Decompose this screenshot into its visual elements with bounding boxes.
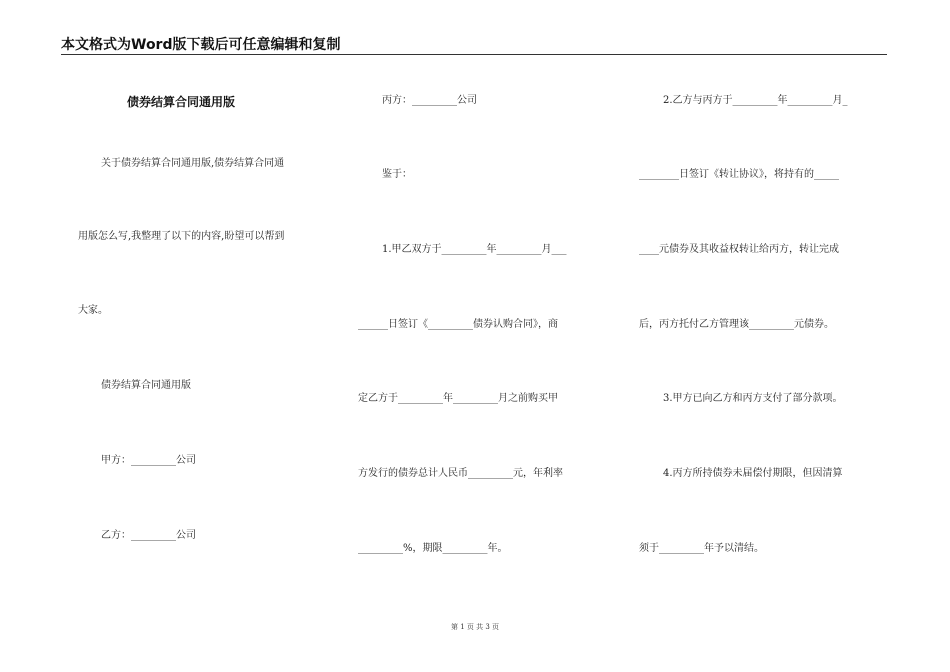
paragraph-line: 关于债券结算合同通用版,债券结算合同通 (101, 158, 285, 169)
party-c-line: 丙方：_________公司 (382, 95, 477, 106)
clause-line: 后，丙方托付乙方管理该_________元债券。 (639, 319, 834, 330)
clause-line: 方发行的债券总计人民币_________元，年利率 (358, 468, 563, 479)
clause-line: 1.甲乙双方于_________年_________月___ (382, 244, 567, 255)
section-heading: 债券结算合同通用版 (101, 380, 191, 391)
clause-line: 定乙方于_________年_________月之前购买甲 (358, 393, 558, 404)
header-text: 本文格式为Word版下载后可任意编辑和复制 (61, 37, 341, 53)
clause-line: ______日签订《_________债券认购合同》，商 (358, 319, 558, 330)
clause-line: 2.乙方与丙方于_________年_________月_ (663, 95, 848, 106)
paragraph-line: 大家。 (78, 305, 108, 316)
clause-line: 须于_________年予以清结。 (639, 543, 764, 554)
page-header (61, 34, 887, 55)
clause-line: ____元债券及其收益权转让给丙方，转让完成 (639, 244, 839, 255)
clause-line: ________日签订《转让协议》，将持有的_____ (639, 169, 839, 180)
paragraph-line: 用版怎么写,我整理了以下的内容,盼望可以帮到 (78, 231, 285, 242)
document-title: 债券结算合同通用版 (127, 95, 236, 109)
clause-line: 4.丙方所持债券未届偿付期限，但因清算 (663, 468, 843, 479)
clause-line: _________%，期限_________年。 (358, 543, 508, 554)
page-number: 第 1 页 共 3 页 (450, 623, 500, 631)
whereas-label: 鉴于： (382, 169, 412, 180)
party-a-line: 甲方：_________公司 (101, 455, 196, 466)
clause-line: 3.甲方已向乙方和丙方支付了部分款项。 (663, 393, 843, 404)
party-b-line: 乙方：_________公司 (101, 530, 196, 541)
